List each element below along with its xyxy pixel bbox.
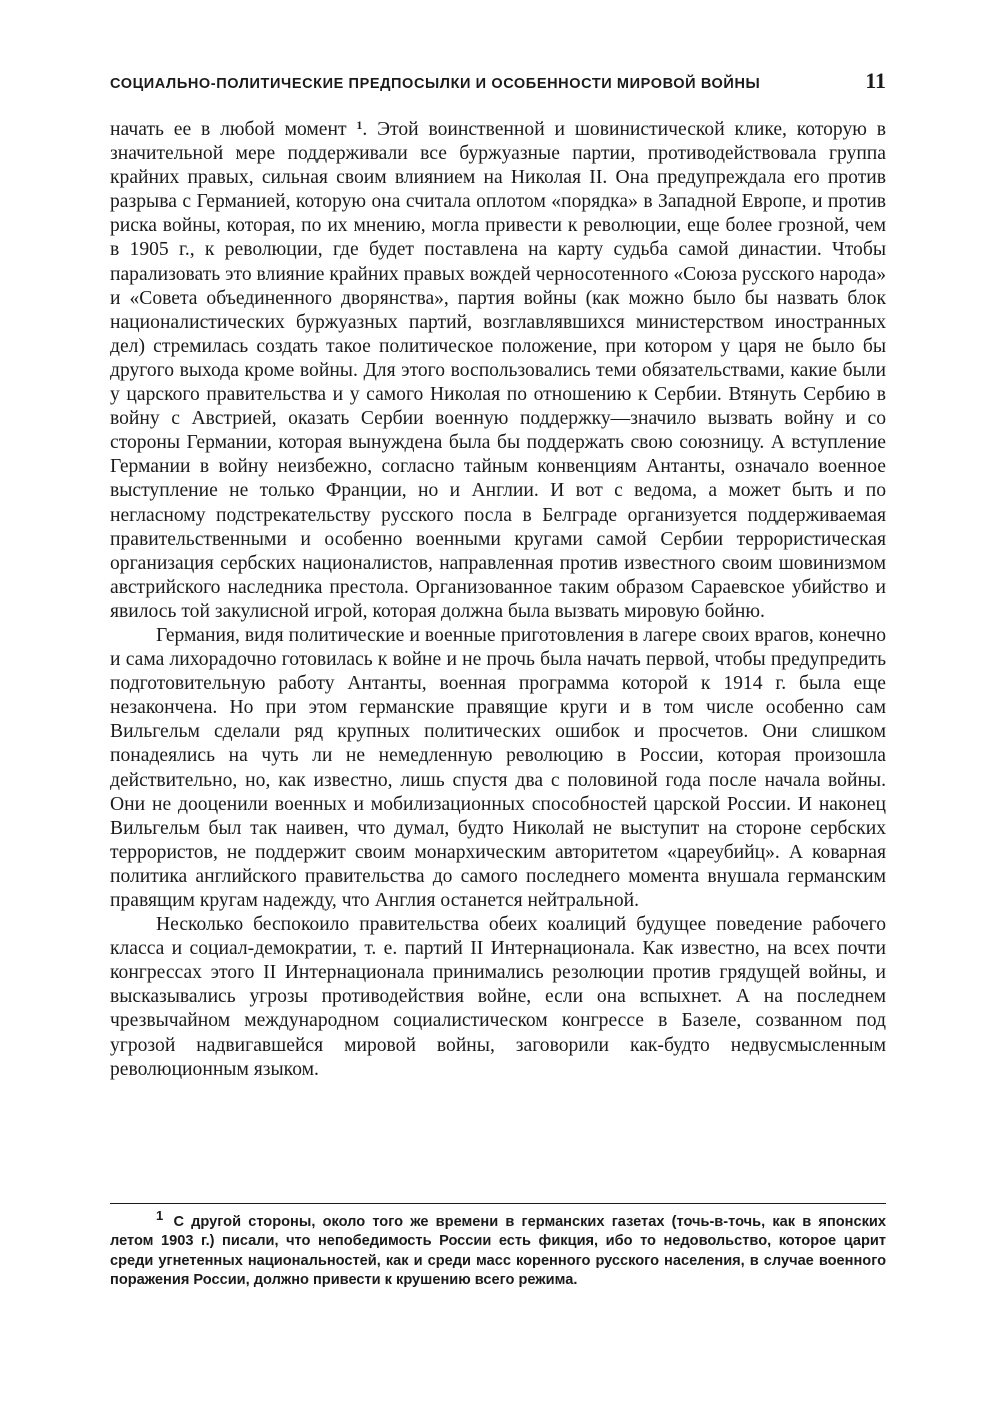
footnote-divider	[110, 1203, 886, 1204]
footnote-text: С другой стороны, около того же времени в германских газетах (точь-в-точь, как в японских летом 1903 г.) писали, что непобедимость России есть фикция, ибо то недовольство, которое царит среди угнетенных национальностей, как и среди масс коренного русского населения, в случае военного поражения России, должно привести к крушению всего режима.	[110, 1214, 886, 1289]
paragraph-2: Германия, видя политические и военные приготовления в лагере своих врагов, конечно и сама лихорадочно готовилась к войне и не прочь была начать первой, чтобы предупредить подготовительную работу Антанты, военная программа которой к 1914 г. была еще незакончена. Но при этом германские правящие круги и в том числе особенно сам Вильгельм сделали ряд крупных политических ошибок и просчетов. Они слишком понадеялись на чуть ли не немедленную революцию в России, которая произошла действительно, но, как известно, лишь спустя два с половиной года после начала войны. Они не дооценили военных и мобилизационных способностей царской России. И наконец Вильгельм был так наивен, что думал, будто Николай не выступит на стороне сербских террористов, не поддержит своим монархическим авторитетом «цареубийц». А коварная политика английского правительства до самого последнего момента внушала германским правящим кругам надежду, что Англия останется нейтральной.	[110, 624, 886, 911]
footnote-reference: 1	[356, 118, 363, 132]
page-number: 11	[865, 68, 886, 93]
paragraph-1-rest: . Этой воинственной и шовинистической клике, которую в значительной мере поддерживали все буржуазные партии, противодействовала группа крайних правых, сильная своим влиянием на Николая II. Она предупреждала его против разрыва с Германией, которую она считала оплотом «порядка» в Западной Европе, и против риска войны, которая, по их мнению, могла привести к революции, еще более грозной, чем в 1905 г., к революции, где будет поставлена на карту судьба самой династии. Чтобы парализовать это влияние крайних правых вождей черносотенного «Союза русского народа» и «Совета объединенного дворянства», партия войны (как можно было бы назвать блок националистических буржуазных партий, возглавлявшихся министерством иностранных дел) стремилась создать такое политическое положение, при котором у царя не было бы другого выхода кроме войны. Для этого воспользовались теми обязательствами, какие были у царского правительства и у самого Николая по отношению к Сербии. Втянуть Сербию в войну с Австрией, оказать Сербии военную поддержку—значило вызвать войну и со стороны Германии, которая вынуждена была бы поддержать свою союзницу. А вступление Германии в войну неизбежно, согласно тайным конвенциям Антанты, означало военное выступление не только Франции, но и Англии. И вот с ведома, а может быть и по негласному подстрекательству русского посла в Белграде организуется поддерживаемая правительственными и особенно военными кругами самой Сербии террористическая организация сербских националистов, направленная против известного своим шовинизмом австрийского наследника престола. Организованное таким образом Сараевское убийство и явилось той закулисной игрой, которая должна была вызвать мировую бойню.	[110, 119, 886, 622]
paragraph-3: Несколько беспокоило правительства обеих коалиций будущее поведение рабочего класса и социал-демократии, т. е. партий II Интернационала. Как известно, на всех почти конгрессах этого II Интернационала принимались резолюции против грядущей войны, и высказывались угрозы противодействия войне, если она вспыхнет. А на последнем чрезвычайном международном социалистическом конгрессе в Базеле, созванном под угрозой надвигавшейся мировой войны, заговорили как-будто недвусмысленным революционным языком.	[110, 914, 886, 1080]
running-head-title: СОЦИАЛЬНО-ПОЛИТИЧЕСКИЕ ПРЕДПОСЫЛКИ И ОСОБЕННОСТИ МИРОВОЙ ВОЙНЫ	[110, 76, 761, 92]
footnote-mark: 1	[156, 1208, 164, 1223]
paragraph-1	[110, 118, 886, 624]
running-head	[110, 68, 886, 94]
footnote	[110, 1208, 886, 1291]
main-text	[110, 118, 886, 1082]
paragraph-1-lead: начать ее в любой момент	[110, 119, 347, 140]
